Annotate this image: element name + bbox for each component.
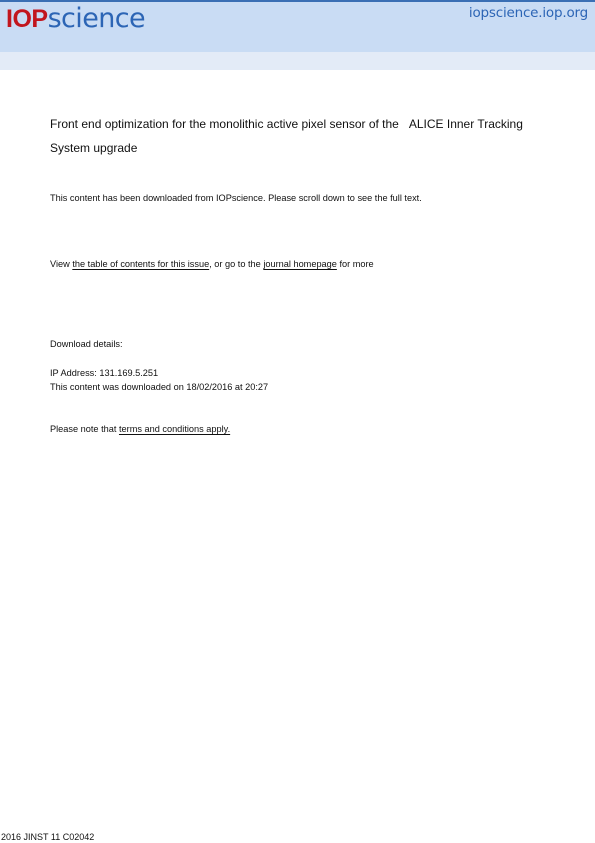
table-of-contents-link[interactable]: the table of contents for this issue xyxy=(72,259,210,269)
site-url-link[interactable]: iopscience.iop.org xyxy=(468,5,588,21)
download-notice: This content has been downloaded from IOPscience. Please scroll down to see the full text. xyxy=(50,193,422,203)
terms-line xyxy=(50,422,230,436)
download-details-heading: Download details: xyxy=(50,339,123,349)
header-sub-band xyxy=(0,52,595,70)
iopscience-logo[interactable] xyxy=(6,2,145,36)
view-middle: , or go to the xyxy=(209,259,264,269)
article-title-part2: ALICE Inner Tracking System upgrade xyxy=(50,117,523,155)
article-title xyxy=(50,112,550,160)
terms-prefix: Please note that xyxy=(50,424,119,434)
view-suffix: for more xyxy=(336,259,374,269)
journal-citation: 2016 JINST 11 C02042 xyxy=(1,832,95,842)
logo-iop-text: IOP xyxy=(6,5,48,33)
article-title-part1: Front end optimization for the monolithic active pixel sensor of the xyxy=(50,117,399,131)
journal-homepage-link[interactable]: journal homepage xyxy=(263,259,337,269)
view-prefix: View xyxy=(50,259,73,269)
ip-address: IP Address: 131.169.5.251 xyxy=(50,368,159,378)
download-timestamp: This content was downloaded on 18/02/2016 at 20:27 xyxy=(50,382,269,392)
logo-science-text: science xyxy=(47,3,145,34)
terms-and-conditions-link[interactable]: terms and conditions apply. xyxy=(118,424,231,434)
view-line xyxy=(50,257,374,271)
